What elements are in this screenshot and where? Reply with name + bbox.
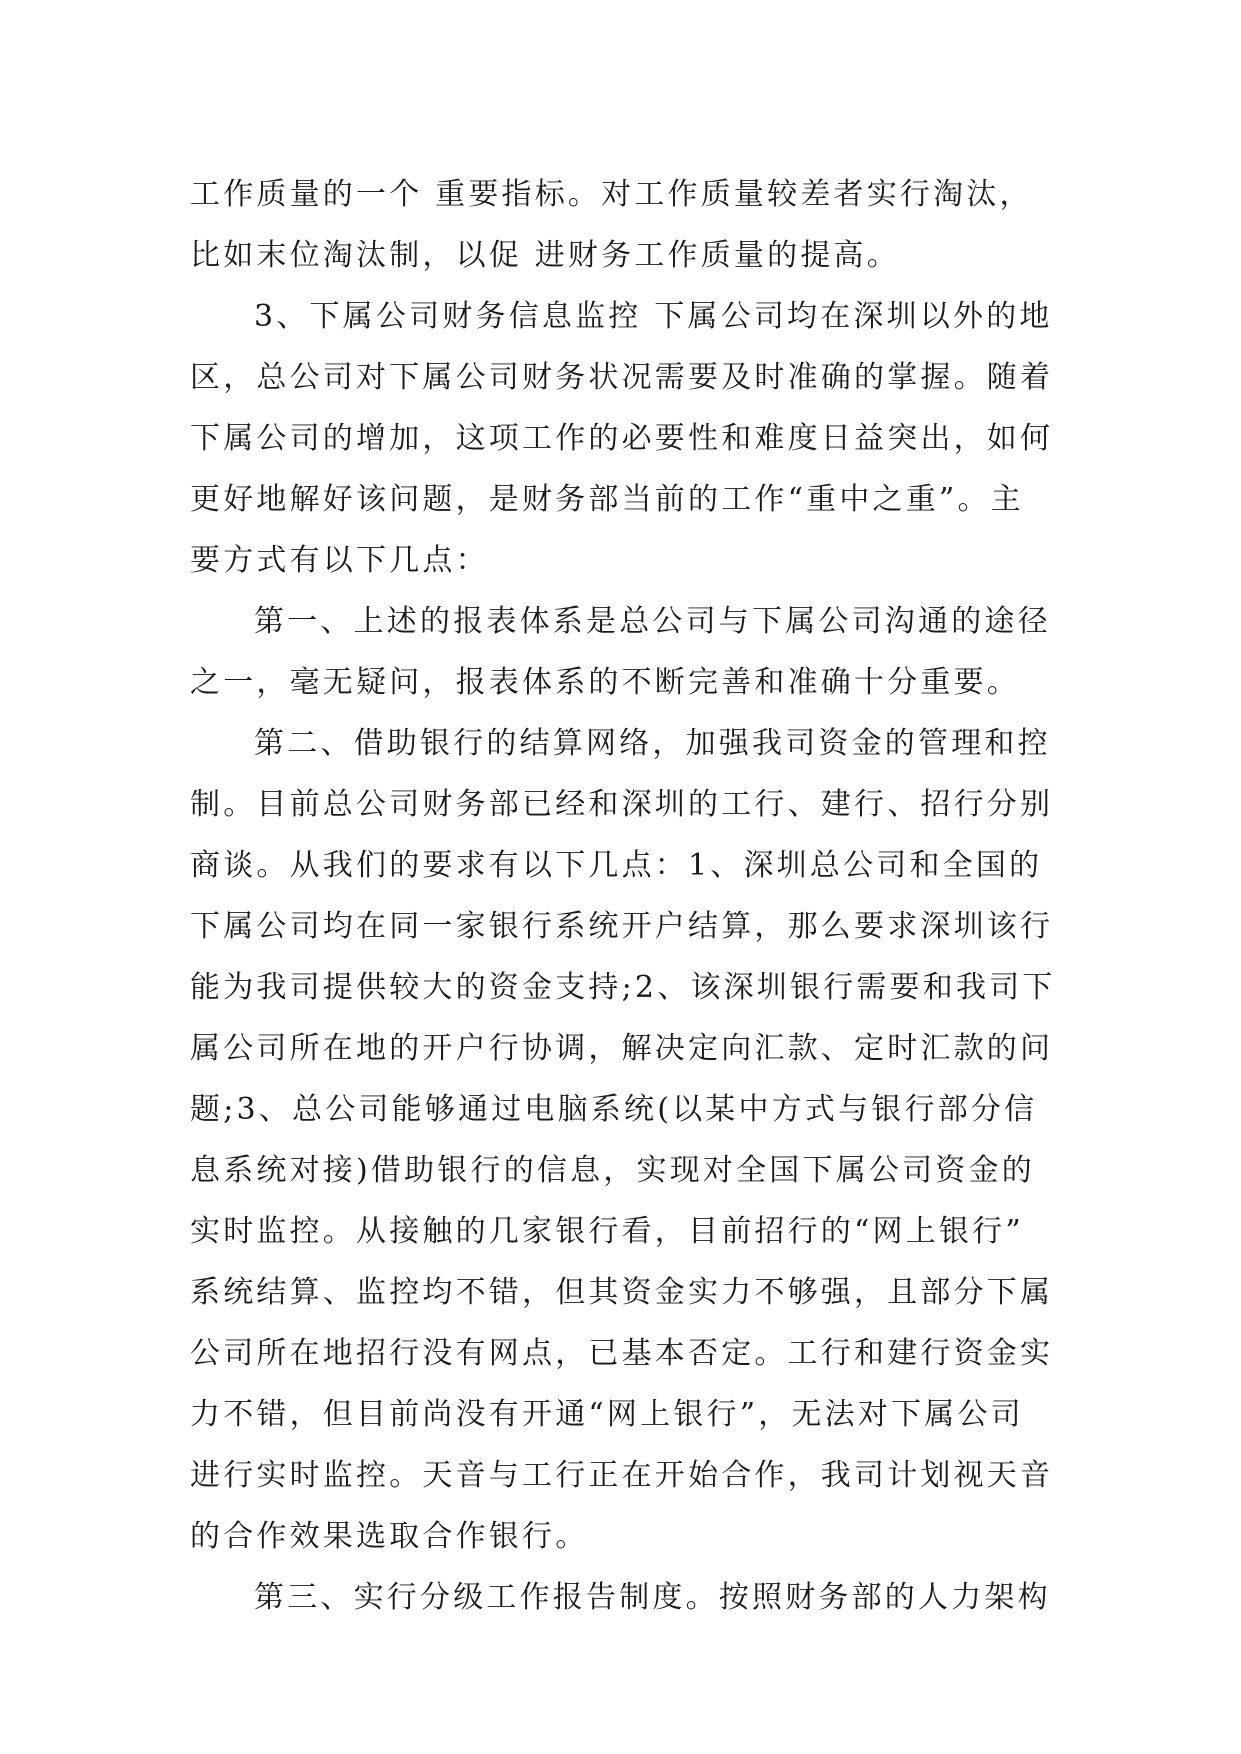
text-line: 制。目前总公司财务部已经和深圳的工行、建行、招行分别 <box>190 787 1054 822</box>
text-line: 息系统对接)借助银行的信息，实现对全国下属公司资金的 <box>190 1153 1035 1188</box>
text-line: 区，总公司对下属公司财务状况需要及时准确的掌握。随着 <box>190 360 1054 395</box>
paragraph-start-line: 第一、上述的报表体系是总公司与下属公司沟通的途径 <box>254 604 1051 639</box>
text-line: 商谈。从我们的要求有以下几点：1、深圳总公司和全国的 <box>190 848 1043 883</box>
text-line: 要方式有以下几点： <box>190 543 489 578</box>
text-line: 公司所在地招行没有网点，已基本否定。工行和建行资金实 <box>190 1336 1054 1371</box>
text-line: 力不错，但目前尚没有开通“网上银行”，无法对下属公司 <box>190 1397 1024 1432</box>
text-line: 工作质量的一个 重要指标。对工作质量较差者实行淘汰， <box>190 177 1033 212</box>
text-line: 的合作效果选取合作银行。 <box>190 1519 589 1554</box>
text-line: 之一，毫无疑问，报表体系的不断完善和准确十分重要。 <box>190 665 1020 700</box>
paragraph-start-line: 3、下属公司财务信息监控 下属公司均在深圳以外的地 <box>254 299 1053 334</box>
text-line: 属公司所在地的开户行协调，解决定向汇款、定时汇款的问 <box>190 1031 1054 1066</box>
text-line: 实时监控。从接触的几家银行看，目前招行的“网上银行” <box>190 1214 1024 1249</box>
text-line: 进行实时监控。天音与工行正在开始合作，我司计划视天音 <box>190 1458 1054 1493</box>
text-line: 下属公司均在同一家银行系统开户结算，那么要求深圳该行 <box>190 909 1054 944</box>
text-line: 比如末位淘汰制，以促 进财务工作质量的提高。 <box>190 238 900 273</box>
text-line: 更好地解好该问题，是财务部当前的工作“重中之重”。主 <box>190 482 1024 517</box>
text-line: 系统结算、监控均不错，但其资金实力不够强，且部分下属 <box>190 1275 1054 1310</box>
text-line: 题;3、总公司能够通过电脑系统(以某中方式与银行部分信 <box>190 1092 1038 1127</box>
paragraph-start-line: 第二、借助银行的结算网络，加强我司资金的管理和控 <box>254 726 1051 761</box>
text-line: 下属公司的增加，这项工作的必要性和难度日益突出，如何 <box>190 421 1054 456</box>
paragraph-start-line: 第三、实行分级工作报告制度。按照财务部的人力架构 <box>254 1580 1051 1615</box>
text-line: 能为我司提供较大的资金支持;2、该深圳银行需要和我司下 <box>190 970 1056 1005</box>
body-text <box>190 164 1056 1628</box>
